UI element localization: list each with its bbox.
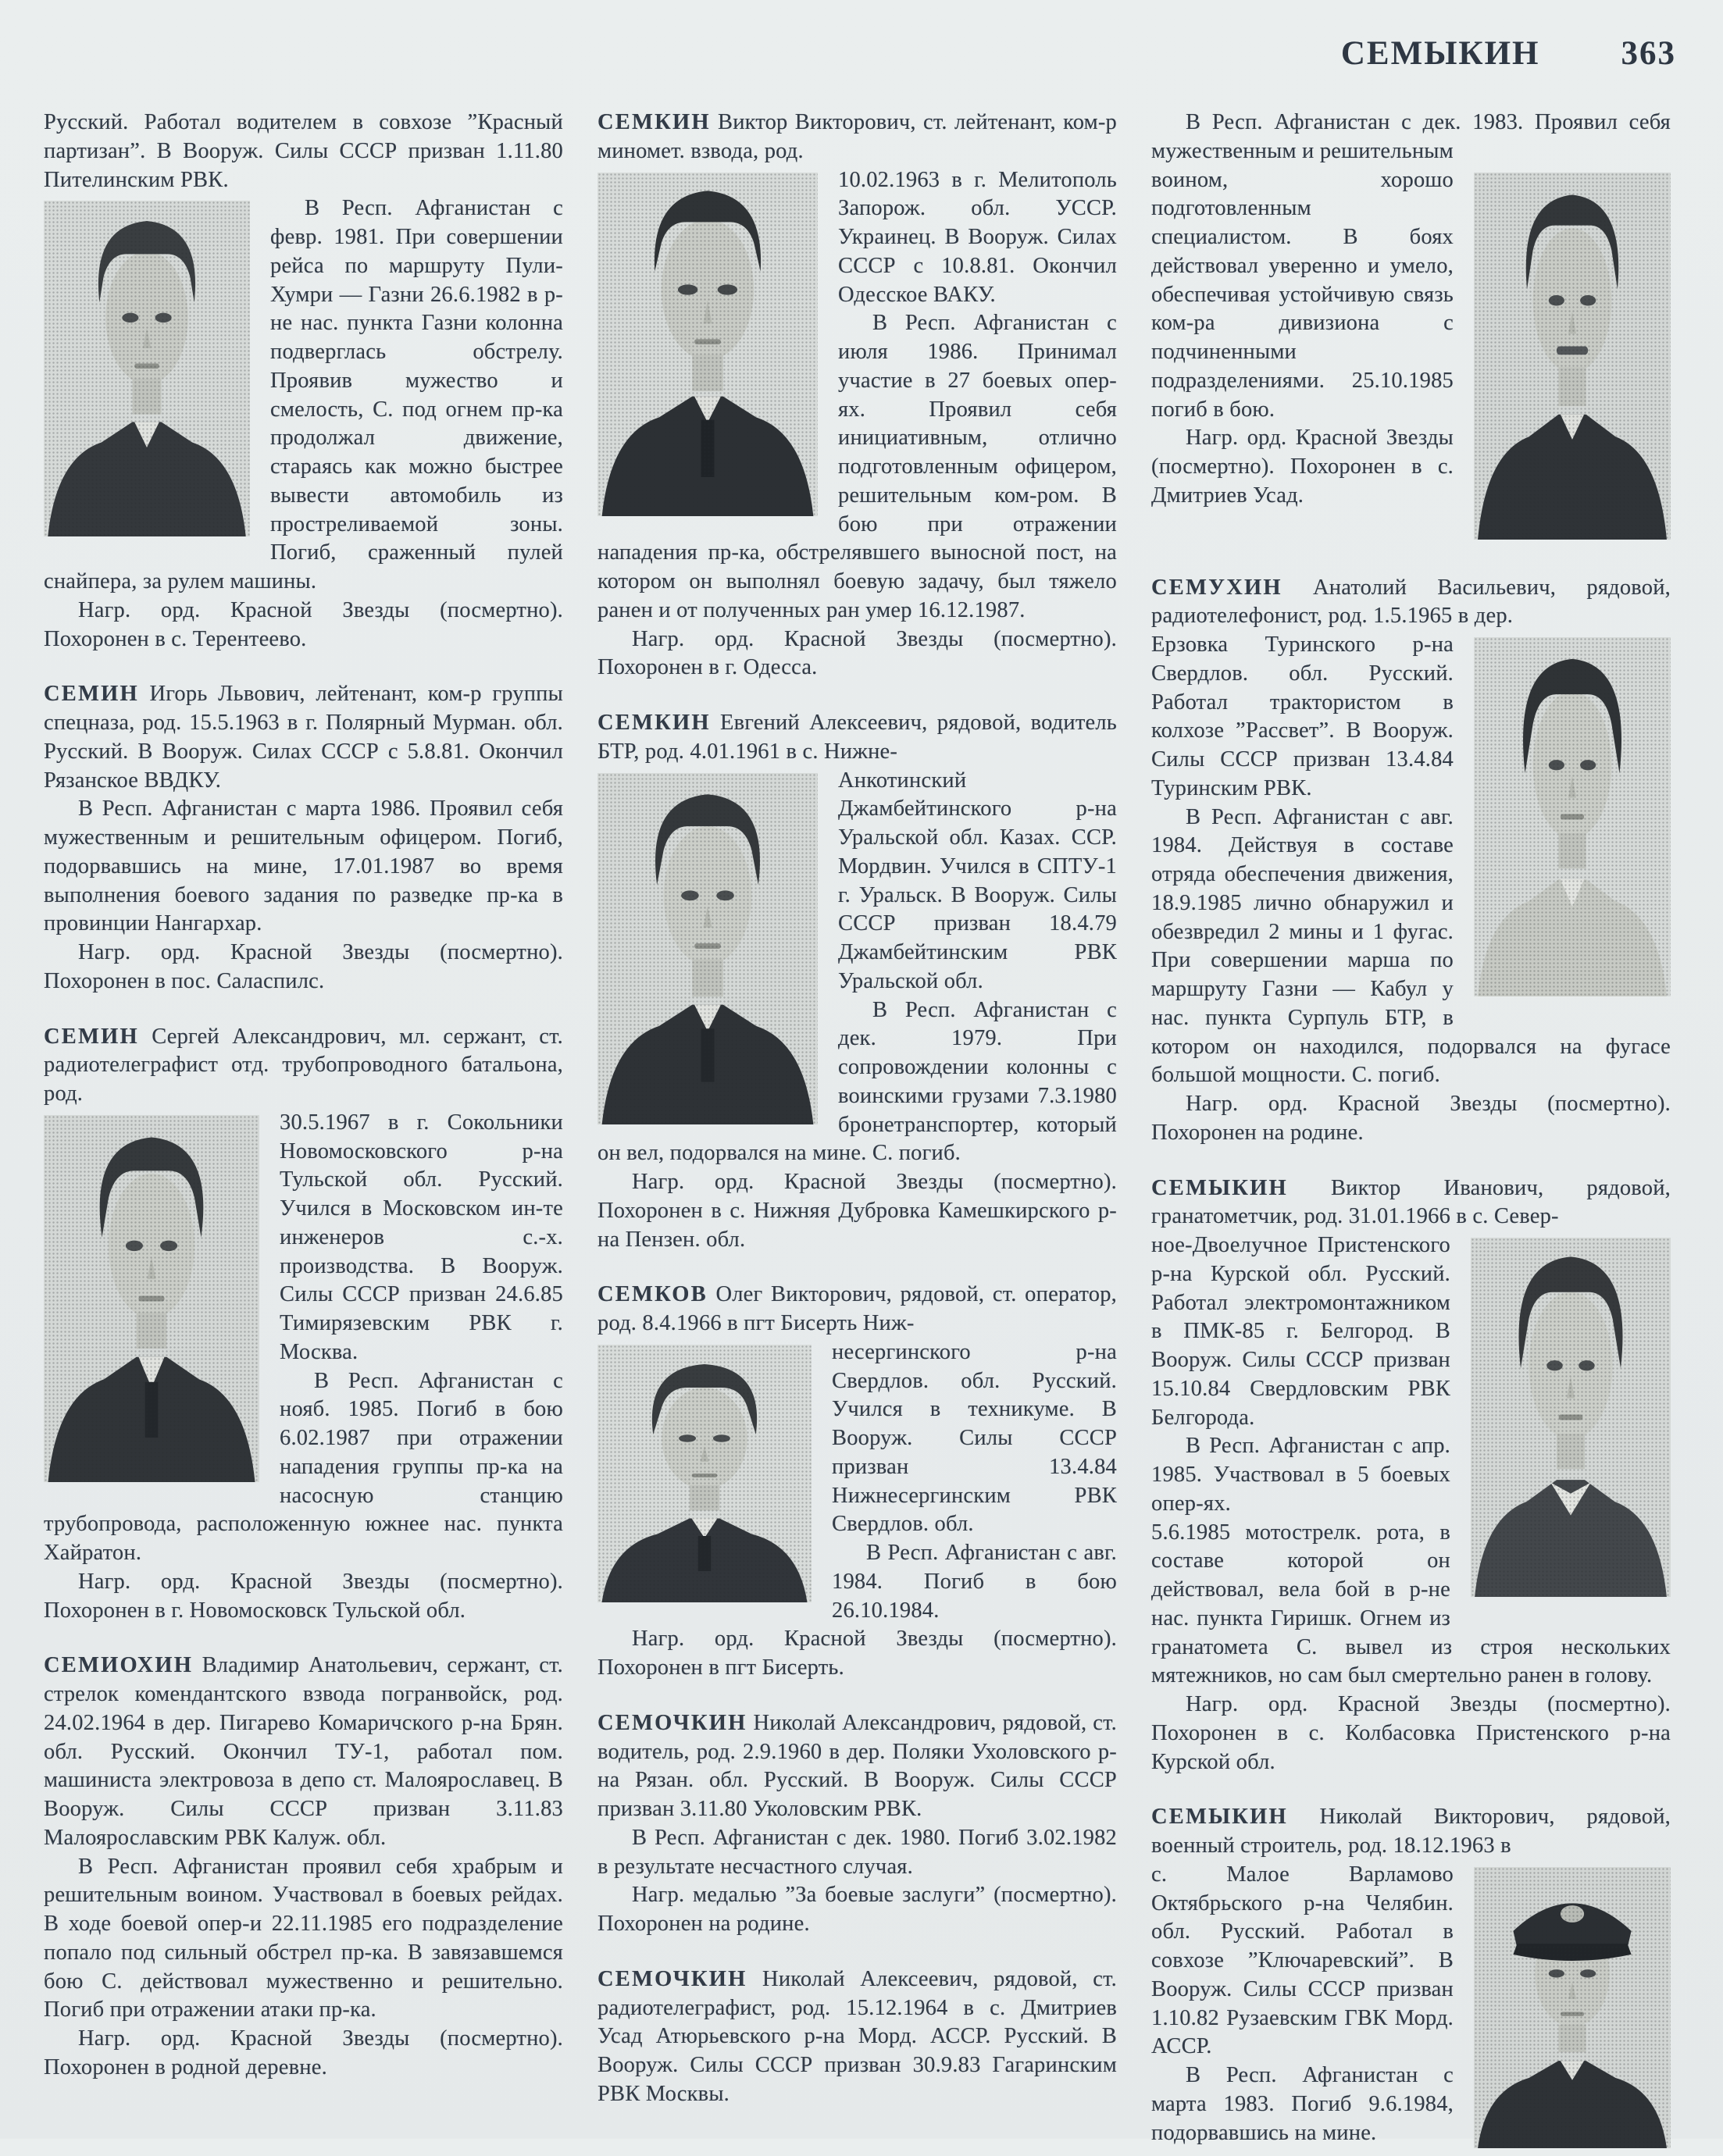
entry-paragraph: В Респ. Афганистан с нояб. 1985. Погиб в бою 6.02.1987 при отражении нападения группы пр-ка на насосную станцию трубопровода, расположенную южнее нас. пункта Хайратон. xyxy=(44,1368,563,1565)
portrait-photo xyxy=(44,1115,259,1482)
entry-semykin-nikolay xyxy=(1151,1803,1671,2156)
entry-continued-semukhin-related xyxy=(1151,109,1671,547)
entry-intro xyxy=(44,1023,563,1109)
portrait-photo xyxy=(1474,637,1671,996)
entry-paragraph: 5.6.1985 мотострелк. рота, в составе которой он действовал, вела бой в р-не нас. пункта Гиришк. Огнем из гранатомета С. вывел из строя нескольких мятежников, но сам был смертельно ранен в голову. xyxy=(1151,1520,1671,1688)
entry-paragraph: воином, хорошо подготовленным специалистом. В боях действовал уверенно и умело, обеспечивая устойчивую связь ком-ра дивизиона с подчиненными подразделениями. 25.10.1985 погиб в бою. xyxy=(1151,167,1454,422)
entry-paragraph: с. Малое Варламово Октябрьского р-на Челябин. обл. Русский. Работал в совхозе ”Ключаревский”. В Вооруж. Силы СССР призван 1.10.82 Рузаевским ГВК Морд. АССР. xyxy=(1151,1862,1454,2059)
entry-semin-igor xyxy=(44,680,563,996)
portrait-photo xyxy=(44,201,250,536)
entry-paragraph: В Респ. Афганистан с авг. 1984. Действуя в составе отряда обеспечения движения, 18.9.1985 лично обнаружил и обезвредил 2 мины и 1 фугас. При совершении марша по маршруту Газни — Кабул у нас. пункта Сурпуль БТР, в котором он находился, подорвался на фугасе большой мощности. С. погиб. xyxy=(1151,804,1671,1088)
entry-intro-text: Николай Викторович, рядовой, военный строитель, род. 18.12.1963 в xyxy=(1151,1805,1671,1858)
entry-paragraph: В Респ. Афганистан проявил себя храбрым и решительным воином. Участвовал в боевых рейдах. В ходе боевой опер-и 22.11.1985 его подразделение попало под сильный обстрел пр-ка. В завязавшемся бою С. действовал мужественно и решительно. Погиб при отражении атаки пр-ка. xyxy=(44,1854,563,2022)
entry-intro-text: Николай Алексеевич, рядовой, ст. радиотелеграфист, род. 15.12.1964 в с. Дмитриев Усад Атюрьевского р-на Морд. АССР. Русский. В Вооруж. Силы СССР призван 30.9.83 Гагаринским РВК Москвы. xyxy=(598,1966,1117,2106)
page-number: 363 xyxy=(1621,35,1676,72)
entry-surname: СЕМКИН xyxy=(598,110,711,134)
entry-surname: СЕМИОХИН xyxy=(44,1653,194,1678)
entry-intro-text: Сергей Александрович, мл. сержант, ст. радиотелеграфист отд. трубопроводного батальона, род. xyxy=(44,1024,563,1106)
entry-paragraph: Нагр. орд. Красной Звезды (посмертно). Похоронен в пос. Саласпилс. xyxy=(44,940,563,993)
entry-semykin-viktor xyxy=(1151,1174,1671,1777)
entry-intro-text: Олег Викторович, рядовой, ст. оператор, род. 8.4.1966 в пгт Бисерть Ниж- xyxy=(598,1282,1117,1335)
entry-semochkin-nikolay-alekseevich xyxy=(598,1965,1117,2109)
entry-intro xyxy=(598,109,1117,166)
entry-intro xyxy=(44,1652,563,1852)
entry-intro xyxy=(598,709,1117,767)
entry-surname: СЕМКОВ xyxy=(598,1282,708,1307)
portrait-photo xyxy=(1474,1867,1671,2148)
entry-intro-text: Игорь Львович, лейтенант, ком-р группы спецназа, род. 15.5.1963 в г. Полярный Мурман. обл. Русский. В Вооруж. Силах СССР с 5.8.81. Окончил Рязанское ВВДКУ. xyxy=(44,682,563,793)
entry-surname: СЕМИН xyxy=(44,1024,139,1049)
entry-intro-text: Николай Александрович, рядовой, ст. водитель, род. 2.9.1960 в дер. Поляки Ухоловского р-на Рязан. обл. Русский. В Вооруж. Силы СССР призван 3.11.80 Уколовским РВК. xyxy=(598,1710,1117,1821)
person-silhouette xyxy=(44,201,250,536)
entry-surname: СЕМКИН xyxy=(598,711,711,735)
entry-semochkin-nikolay-aleksandrovich xyxy=(598,1709,1117,1939)
entry-intro xyxy=(1151,574,1671,632)
entry-paragraph: Нагр. орд. Красной Звезды (посмертно). Похоронен в пгт Бисерть. xyxy=(598,1627,1117,1680)
entry-semukhin-anatoliy xyxy=(1151,574,1671,1148)
entry-paragraph: В Респ. Афганистан с апр. 1985. Участвовал в 5 боевых опер-ях. xyxy=(1151,1434,1450,1516)
columns xyxy=(44,109,1679,2156)
entry-paragraph: В Респ. Афганистан с февр. 1981. При совершении рейса по маршруту Пули-Хумри — Газни 26.6.1982 в р-не нас. пункта Газни колонна подверглась обстрелу. Проявив мужество и смелость, С. под огнем пр-ка продолжал движение, стараясь как можно быстрее вывести автомобиль из простреливаемой зоны. Погиб, сраженный пулей снайпера, за рулем машины. xyxy=(44,196,563,593)
portrait-photo xyxy=(1474,173,1671,540)
entry-intro xyxy=(598,1965,1117,2109)
entry-semkin-viktor xyxy=(598,109,1117,682)
portrait-photo xyxy=(598,173,818,516)
entry-paragraph: В Респ. Афганистан с марта 1983. Погиб 9.6.1984, подорвавшись на мине. xyxy=(1151,2063,1454,2145)
entry-paragraph: Нагр. орд. Красной Звезды (посмертно). Похоронен на родине. xyxy=(1151,1092,1671,1145)
entry-paragraph: В Респ. Афганистан с июля 1986. Принимал участие в 27 боевых опер-ях. Проявил себя инициативным, отлично подготовленным офицером, решительным ком-ром. В бою при отражении нападения пр-ка, обстрелявшего выносной пост, на котором он выполнял боевую задачу, был тяжело ранен и от полученных ран умер 16.12.1987. xyxy=(598,311,1117,622)
entry-surname: СЕМЫКИН xyxy=(1151,1805,1288,1830)
entry-intro xyxy=(598,1709,1117,1824)
person-silhouette xyxy=(598,173,818,516)
person-silhouette xyxy=(1474,637,1671,996)
entry-intro-text: Евгений Алексеевич, рядовой, водитель БТР, род. 4.01.1961 в с. Нижне- xyxy=(598,711,1117,764)
entry-paragraph: Нагр. орд. Красной Звезды (посмертно). Похоронен в с. Колбасовка Пристенского р-на Курской обл. xyxy=(1151,1692,1671,1774)
entry-surname: СЕМОЧКИН xyxy=(598,1966,747,1991)
entry-paragraph: несергинского р-на Свердлов. обл. Русский. Учился в техникуме. В Вооруж. Силы СССР призван 13.4.84 Нижнесергинским РВК Свердлов. обл. xyxy=(832,1339,1117,1537)
portrait-photo xyxy=(598,773,818,1124)
entry-surname: СЕМЫКИН xyxy=(1151,1175,1288,1200)
entry-surname: СЕМОЧКИН xyxy=(598,1710,747,1735)
entry-paragraph: Нагр. орд. Красной Звезды (посмертно). Похоронен в с. Нижняя Дубровка Камешкирского р-на Пензен. обл. xyxy=(598,1170,1117,1252)
person-silhouette xyxy=(44,1115,259,1482)
person-silhouette xyxy=(598,773,818,1124)
entry-semkin-evgeniy xyxy=(598,709,1117,1254)
entry-intro: В Респ. Афганистан с дек. 1983. Проявил себя мужественным и решительным xyxy=(1151,110,1671,163)
entry-intro xyxy=(1151,1174,1671,1232)
entry-semkov-oleg xyxy=(598,1281,1117,1683)
entry-paragraph: Ерзовка Туринского р-на Свердлов. обл. Русский. Работал трактористом в колхозе ”Рассвет”. В Вооруж. Силы СССР призван 13.4.84 Туринским РВК. xyxy=(1151,633,1454,800)
entry-intro-text: Виктор Викторович, ст. лейтенант, ком-р миномет. взвода, род. xyxy=(598,110,1117,163)
entry-intro-text: Виктор Иванович, рядовой, гранатометчик, род. 31.01.1966 в с. Север- xyxy=(1151,1175,1671,1229)
portrait-photo xyxy=(598,1345,812,1602)
entry-intro xyxy=(598,1281,1117,1338)
column-3 xyxy=(1151,109,1671,2156)
entry-intro xyxy=(44,680,563,795)
entry-paragraph: В Респ. Афганистан с дек. 1979. При сопровождении колонны с воинскими грузами 7.3.1980 бронетранспортер, который он вел, подорвался на мине. С. погиб. xyxy=(598,997,1117,1166)
entry-paragraph: В Респ. Афганистан с марта 1986. Проявил себя мужественным и решительным офицером. Погиб, подорвавшись на мине, 17.01.1987 во время выполнения боевого задания по разведке пр-ка в провинции Нангархар. xyxy=(44,796,563,936)
entry-intro-text: Владимир Анатольевич, сержант, ст. стрелок комендантского взвода погранвойск, род. 24.02.1964 в дер. Пигарево Комаричского р-на Брян. обл. Русский. Окончил ТУ-1, работал пом. машиниста электровоза в депо ст. Малоярославец. В Вооруж. Силы СССР призван 3.11.83 Малоярославским РВК Калуж. обл. xyxy=(44,1653,563,1850)
entry-intro-text: Анатолий Васильевич, рядовой, радиотелефонист, род. 1.5.1965 в дер. xyxy=(1151,575,1671,629)
column-2 xyxy=(598,109,1117,2156)
entry-surname: СЕМИН xyxy=(44,682,139,707)
running-head: СЕМЫКИН xyxy=(1340,35,1540,72)
person-silhouette xyxy=(598,1345,812,1602)
entry-semin-sergey xyxy=(44,1023,563,1626)
entry-paragraph: Анкотинский Джамбейтинского р-на Уральской обл. Казах. ССР. Мордвин. Учился в СПТУ-1 г. Уральск. В Вооруж. Силы СССР призван 18.4.79 Джамбейтинским РВК Уральской обл. xyxy=(838,768,1117,993)
entry-surname: СЕМУХИН xyxy=(1151,575,1282,600)
entry-semiokhin-vladimir xyxy=(44,1652,563,2082)
entry-intro xyxy=(1151,1803,1671,1861)
entry-paragraph: В Респ. Афганистан с дек. 1980. Погиб 3.02.1982 в результате несчастного случая. xyxy=(598,1825,1117,1879)
entry-paragraph: ное-Двоелучное Пристенского р-на Курской обл. Русский. Работал электромонтажником в ПМК-85 г. Белгород. В Вооруж. Силы СССР призван 15.10.84 Свердловским РВК Белгорода. xyxy=(1151,1233,1450,1430)
entry-paragraph: 30.5.1967 в г. Сокольники Новомосковского р-на Тульской обл. Русский. Учился в Московском ин-те инженеров с.-х. производства. В Вооруж. Силы СССР призван 24.6.85 Тимирязевским РВК г. Москва. xyxy=(280,1110,563,1364)
entry-paragraph: Нагр. медалью ”За боевые заслуги” (посмертно). Похоронен на родине. xyxy=(598,1883,1117,1936)
entry-paragraph: Нагр. орд. Красной Звезды (посмертно). Похоронен в г. Новомосковск Тульской обл. xyxy=(44,1569,563,1623)
entry-paragraph: В Респ. Афганистан с авг. 1984. Погиб в бою 26.10.1984. xyxy=(832,1541,1117,1623)
person-silhouette xyxy=(1471,1238,1671,1597)
entry-intro: Русский. Работал водителем в совхозе ”Красный партизан”. В Вооруж. Силы СССР призван 1.11.80 Пителинским РВК. xyxy=(44,110,563,192)
page-header xyxy=(44,34,1679,73)
entry-paragraph: Нагр. орд. Красной Звезды (посмертно). Похоронен в г. Одесса. xyxy=(598,626,1117,680)
entry-paragraph: Нагр. орд. Красной Звезды (посмертно). Похоронен в с. Дмитриев Усад. xyxy=(1151,426,1454,508)
portrait-photo xyxy=(1471,1238,1671,1597)
person-silhouette-with-cap xyxy=(1474,1867,1671,2148)
entry-paragraph: 10.02.1963 в г. Мелитополь Запорож. обл. УССР. Украинец. В Вооруж. Силах СССР с 10.8.81. Окончил Одесское ВАКУ. xyxy=(838,167,1117,307)
column-1 xyxy=(44,109,563,2156)
person-silhouette xyxy=(1474,173,1671,540)
entry-paragraph: Нагр. орд. Красной Звезды (посмертно). Похоронен в с. Терентеево. xyxy=(44,597,563,651)
entry-continued-from-previous-page xyxy=(44,109,563,654)
entry-paragraph: Нагр. орд. Красной Звезды (посмертно). Похоронен в родной деревне. xyxy=(44,2026,563,2079)
